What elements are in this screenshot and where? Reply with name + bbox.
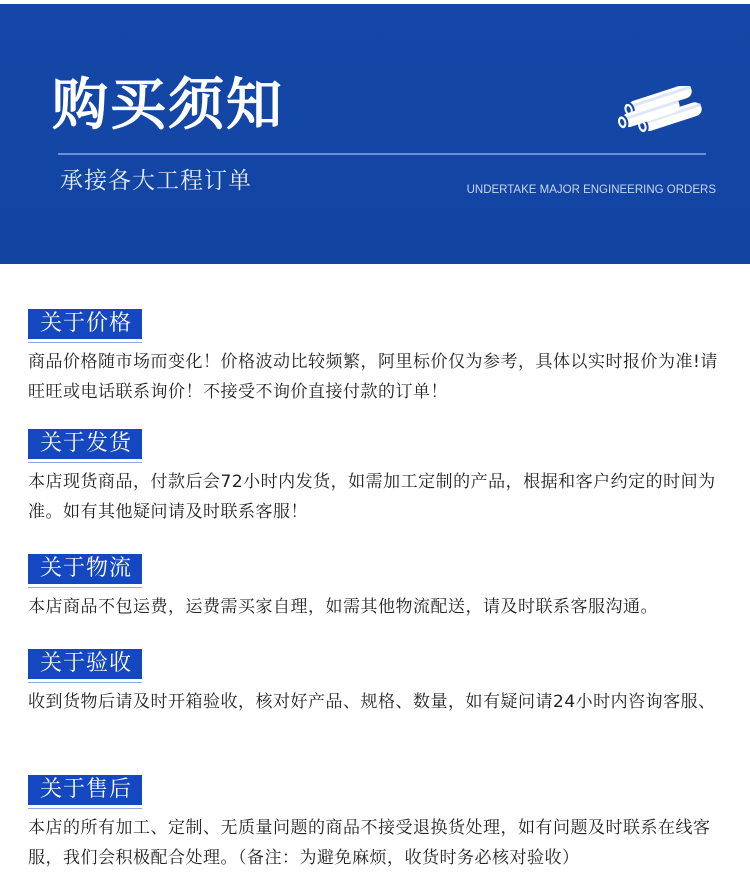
section-text: 商品价格随市场而变化！价格波动比较频繁，阿里标价仅为参考，具体以实时报价为准!请旺旺或电话联系询价！不接受不询价直接付款的订单！ bbox=[28, 352, 718, 402]
section-inspection bbox=[28, 649, 722, 717]
banner-divider bbox=[58, 153, 706, 155]
pipes-icon bbox=[618, 86, 710, 144]
section-price bbox=[28, 309, 722, 407]
section-text: 本店现货商品，付款后会72小时内发货，如需加工定制的产品，根据和客户约定的时间为准。如有其他疑问请及时联系客服！ bbox=[28, 472, 716, 522]
banner-subtitle-en: UNDERTAKE MAJOR ENGINEERING ORDERS bbox=[466, 184, 716, 196]
banner-subtitle: 承接各大工程订单 bbox=[60, 168, 252, 194]
section-label: 关于物流 bbox=[28, 554, 142, 584]
section-text: 收到货物后请及时开箱验收，核对好产品、规格、数量，如有疑问请24小时内咨询客服、 bbox=[28, 692, 716, 712]
page-title: 购买须知 bbox=[52, 73, 284, 138]
section-text: 本店商品不包运费，运费需买家自理，如需其他物流配送，请及时联系客服沟通。 bbox=[28, 597, 658, 617]
section-label: 关于价格 bbox=[28, 309, 142, 339]
section-label: 关于发货 bbox=[28, 429, 142, 459]
section-label: 关于售后 bbox=[28, 775, 142, 805]
section-logistics bbox=[28, 554, 722, 622]
section-after-sales bbox=[28, 775, 722, 873]
section-shipping bbox=[28, 429, 722, 527]
section-label: 关于验收 bbox=[28, 649, 142, 679]
header-banner bbox=[0, 4, 750, 264]
section-text: 本店的所有加工、定制、无质量问题的商品不接受退换货处理，如有问题及时联系在线客服，我们会积极配合处理。（备注：为避免麻烦，收货时务必核对验收） bbox=[28, 818, 711, 868]
